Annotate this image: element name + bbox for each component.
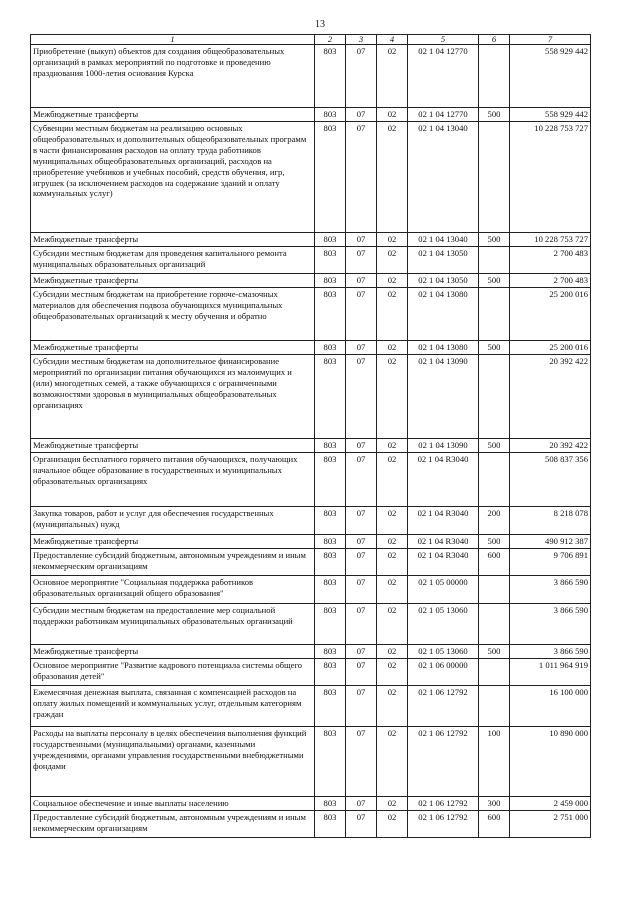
row-target-code: 02 1 04 13080 bbox=[408, 288, 479, 341]
row-ministry-code: 803 bbox=[315, 247, 346, 274]
header-col-2: 2 bbox=[315, 35, 346, 45]
row-subsection: 02 bbox=[377, 811, 408, 838]
row-expense-type: 500 bbox=[479, 439, 510, 453]
table-row bbox=[31, 727, 591, 797]
row-subsection: 02 bbox=[377, 604, 408, 645]
row-ministry-code: 803 bbox=[315, 659, 346, 686]
row-name: Межбюджетные трансферты bbox=[31, 439, 315, 453]
budget-table bbox=[30, 34, 591, 838]
row-expense-type bbox=[479, 453, 510, 507]
row-ministry-code: 803 bbox=[315, 341, 346, 355]
row-section: 07 bbox=[346, 549, 377, 576]
row-subsection: 02 bbox=[377, 453, 408, 507]
row-target-code: 02 1 04 13090 bbox=[408, 355, 479, 439]
row-section: 07 bbox=[346, 576, 377, 604]
table-row bbox=[31, 45, 591, 108]
table-row bbox=[31, 122, 591, 233]
row-amount: 25 200 016 bbox=[510, 341, 591, 355]
row-section: 07 bbox=[346, 233, 377, 247]
row-name: Закупка товаров, работ и услуг для обеспечения государственных (муниципальных) нужд bbox=[31, 507, 315, 535]
row-section: 07 bbox=[346, 659, 377, 686]
row-expense-type: 300 bbox=[479, 797, 510, 811]
row-expense-type: 500 bbox=[479, 274, 510, 288]
row-target-code: 02 1 06 00000 bbox=[408, 659, 479, 686]
row-name: Межбюджетные трансферты bbox=[31, 108, 315, 122]
row-subsection: 02 bbox=[377, 355, 408, 439]
page-number: 13 bbox=[315, 19, 325, 30]
row-amount: 3 866 590 bbox=[510, 576, 591, 604]
row-amount: 8 218 078 bbox=[510, 507, 591, 535]
row-amount: 2 459 000 bbox=[510, 797, 591, 811]
row-expense-type bbox=[479, 659, 510, 686]
row-expense-type: 600 bbox=[479, 811, 510, 838]
row-target-code: 02 1 06 12792 bbox=[408, 797, 479, 811]
row-target-code: 02 1 04 13090 bbox=[408, 439, 479, 453]
row-name: Субсидии местным бюджетам на приобретение горюче-смазочных материалов для обеспечения подвоза обучающихся муниципальных общеобразовательных организаций к месту обучения и обратно bbox=[31, 288, 315, 341]
row-amount: 20 392 422 bbox=[510, 439, 591, 453]
row-section: 07 bbox=[346, 645, 377, 659]
row-subsection: 02 bbox=[377, 549, 408, 576]
row-name: Межбюджетные трансферты bbox=[31, 645, 315, 659]
row-section: 07 bbox=[346, 288, 377, 341]
row-subsection: 02 bbox=[377, 797, 408, 811]
row-expense-type: 500 bbox=[479, 645, 510, 659]
row-expense-type: 500 bbox=[479, 341, 510, 355]
row-ministry-code: 803 bbox=[315, 549, 346, 576]
row-section: 07 bbox=[346, 274, 377, 288]
row-name: Субвенции местным бюджетам на реализацию основных общеобразовательных и дополнительных общеобразовательных программ в части финансирования расходов на оплату труда работников муниципальных общеобразовательных организаций, расходов на приобретение учебников и учебных пособий, средств обучения, игр, игрушек (за исключением расходов на содержание зданий и оплату коммунальных услуг) bbox=[31, 122, 315, 233]
table-row bbox=[31, 659, 591, 686]
row-section: 07 bbox=[346, 108, 377, 122]
row-expense-type: 500 bbox=[479, 535, 510, 549]
row-ministry-code: 803 bbox=[315, 108, 346, 122]
row-target-code: 02 1 04 R3040 bbox=[408, 507, 479, 535]
row-section: 07 bbox=[346, 122, 377, 233]
row-expense-type bbox=[479, 355, 510, 439]
row-ministry-code: 803 bbox=[315, 355, 346, 439]
row-name: Субсидии местным бюджетам для проведения капитального ремонта муниципальных образовательных организаций bbox=[31, 247, 315, 274]
table-row bbox=[31, 274, 591, 288]
table-row bbox=[31, 341, 591, 355]
row-amount: 20 392 422 bbox=[510, 355, 591, 439]
row-subsection: 02 bbox=[377, 686, 408, 727]
table-row bbox=[31, 645, 591, 659]
table-row bbox=[31, 604, 591, 645]
row-ministry-code: 803 bbox=[315, 453, 346, 507]
table-row bbox=[31, 549, 591, 576]
row-subsection: 02 bbox=[377, 288, 408, 341]
row-expense-type: 600 bbox=[479, 549, 510, 576]
header-col-7: 7 bbox=[510, 35, 591, 45]
row-ministry-code: 803 bbox=[315, 797, 346, 811]
row-target-code: 02 1 04 R3040 bbox=[408, 549, 479, 576]
row-subsection: 02 bbox=[377, 727, 408, 797]
row-amount: 10 228 753 727 bbox=[510, 122, 591, 233]
row-section: 07 bbox=[346, 507, 377, 535]
table-row bbox=[31, 811, 591, 838]
row-amount: 3 866 590 bbox=[510, 604, 591, 645]
row-amount: 9 706 891 bbox=[510, 549, 591, 576]
row-target-code: 02 1 05 00000 bbox=[408, 576, 479, 604]
row-ministry-code: 803 bbox=[315, 645, 346, 659]
row-section: 07 bbox=[346, 341, 377, 355]
row-subsection: 02 bbox=[377, 45, 408, 108]
table-row bbox=[31, 233, 591, 247]
table-row bbox=[31, 453, 591, 507]
row-amount: 558 929 442 bbox=[510, 45, 591, 108]
table-row bbox=[31, 355, 591, 439]
row-target-code: 02 1 04 12770 bbox=[408, 45, 479, 108]
row-name: Основное мероприятие "Социальная поддержка работников образовательных организаций общего образования" bbox=[31, 576, 315, 604]
row-subsection: 02 bbox=[377, 535, 408, 549]
row-target-code: 02 1 04 R3040 bbox=[408, 535, 479, 549]
row-expense-type bbox=[479, 604, 510, 645]
row-expense-type bbox=[479, 686, 510, 727]
row-expense-type bbox=[479, 288, 510, 341]
row-target-code: 02 1 06 12792 bbox=[408, 811, 479, 838]
row-expense-type: 200 bbox=[479, 507, 510, 535]
row-amount: 16 100 000 bbox=[510, 686, 591, 727]
row-subsection: 02 bbox=[377, 108, 408, 122]
row-name: Субсидии местным бюджетам на предоставление мер социальной поддержки работникам муниципальных образовательных организаций bbox=[31, 604, 315, 645]
row-expense-type bbox=[479, 45, 510, 108]
row-expense-type: 500 bbox=[479, 108, 510, 122]
table-row bbox=[31, 686, 591, 727]
row-section: 07 bbox=[346, 811, 377, 838]
row-name: Межбюджетные трансферты bbox=[31, 535, 315, 549]
row-subsection: 02 bbox=[377, 439, 408, 453]
row-name: Ежемесячная денежная выплата, связанная с компенсацией расходов на оплату жилых помещений и коммунальных услуг, отдельным категориям граждан bbox=[31, 686, 315, 727]
row-name: Межбюджетные трансферты bbox=[31, 274, 315, 288]
row-ministry-code: 803 bbox=[315, 727, 346, 797]
table-row bbox=[31, 535, 591, 549]
row-name: Предоставление субсидий бюджетным, автономным учреждениям и иным некоммерческим организациям bbox=[31, 811, 315, 838]
row-amount: 2 700 483 bbox=[510, 274, 591, 288]
row-target-code: 02 1 06 12792 bbox=[408, 686, 479, 727]
row-target-code: 02 1 06 12792 bbox=[408, 727, 479, 797]
table-row bbox=[31, 576, 591, 604]
row-expense-type: 500 bbox=[479, 233, 510, 247]
header-col-5: 5 bbox=[408, 35, 479, 45]
row-ministry-code: 803 bbox=[315, 122, 346, 233]
row-target-code: 02 1 04 12770 bbox=[408, 108, 479, 122]
table-row bbox=[31, 247, 591, 274]
row-target-code: 02 1 04 R3040 bbox=[408, 453, 479, 507]
row-amount: 10 890 000 bbox=[510, 727, 591, 797]
row-section: 07 bbox=[346, 727, 377, 797]
row-ministry-code: 803 bbox=[315, 439, 346, 453]
row-amount: 508 837 356 bbox=[510, 453, 591, 507]
row-name: Организация бесплатного горячего питания обучающихся, получающих начальное общее образование в государственных и муниципальных образовательных организациях bbox=[31, 453, 315, 507]
row-subsection: 02 bbox=[377, 233, 408, 247]
header-col-4: 4 bbox=[377, 35, 408, 45]
row-subsection: 02 bbox=[377, 576, 408, 604]
row-subsection: 02 bbox=[377, 247, 408, 274]
row-expense-type bbox=[479, 247, 510, 274]
row-name: Основное мероприятие "Развитие кадрового потенциала системы общего образования детей" bbox=[31, 659, 315, 686]
row-target-code: 02 1 04 13040 bbox=[408, 122, 479, 233]
row-section: 07 bbox=[346, 604, 377, 645]
row-name: Межбюджетные трансферты bbox=[31, 341, 315, 355]
row-section: 07 bbox=[346, 453, 377, 507]
row-name: Предоставление субсидий бюджетным, автономным учреждениям и иным некоммерческим организациям bbox=[31, 549, 315, 576]
row-section: 07 bbox=[346, 797, 377, 811]
header-col-1: 1 bbox=[31, 35, 315, 45]
row-name: Межбюджетные трансферты bbox=[31, 233, 315, 247]
row-section: 07 bbox=[346, 686, 377, 727]
row-amount: 1 011 964 919 bbox=[510, 659, 591, 686]
row-target-code: 02 1 04 13040 bbox=[408, 233, 479, 247]
row-section: 07 bbox=[346, 247, 377, 274]
table-row bbox=[31, 108, 591, 122]
header-row bbox=[31, 35, 591, 45]
row-subsection: 02 bbox=[377, 122, 408, 233]
row-subsection: 02 bbox=[377, 507, 408, 535]
table-row bbox=[31, 507, 591, 535]
row-target-code: 02 1 05 13060 bbox=[408, 645, 479, 659]
row-amount: 2 751 000 bbox=[510, 811, 591, 838]
header-col-6: 6 bbox=[479, 35, 510, 45]
row-subsection: 02 bbox=[377, 659, 408, 686]
row-section: 07 bbox=[346, 45, 377, 108]
row-target-code: 02 1 05 13060 bbox=[408, 604, 479, 645]
row-ministry-code: 803 bbox=[315, 45, 346, 108]
row-ministry-code: 803 bbox=[315, 288, 346, 341]
row-amount: 25 200 016 bbox=[510, 288, 591, 341]
table-row bbox=[31, 797, 591, 811]
row-name: Приобретение (выкуп) объектов для создания общеобразовательных организаций в рамках мероприятий по подготовке и проведению празднования 1000-летия основания Курска bbox=[31, 45, 315, 108]
row-section: 07 bbox=[346, 355, 377, 439]
row-section: 07 bbox=[346, 535, 377, 549]
row-section: 07 bbox=[346, 439, 377, 453]
row-ministry-code: 803 bbox=[315, 535, 346, 549]
row-amount: 558 929 442 bbox=[510, 108, 591, 122]
row-ministry-code: 803 bbox=[315, 233, 346, 247]
row-name: Расходы на выплаты персоналу в целях обеспечения выполнения функций государственными (муниципальными) органами, казенными учреждениями, органами управления государственными внебюджетными фондами bbox=[31, 727, 315, 797]
row-subsection: 02 bbox=[377, 274, 408, 288]
row-subsection: 02 bbox=[377, 341, 408, 355]
row-ministry-code: 803 bbox=[315, 576, 346, 604]
header-col-3: 3 bbox=[346, 35, 377, 45]
row-ministry-code: 803 bbox=[315, 686, 346, 727]
row-name: Субсидии местным бюджетам на дополнительное финансирование мероприятий по организации питания обучающихся из малоимущих и (или) многодетных семей, а также обучающихся с ограниченными возможностями здоровья в муниципальных общеобразовательных организациях bbox=[31, 355, 315, 439]
row-ministry-code: 803 bbox=[315, 604, 346, 645]
row-expense-type bbox=[479, 122, 510, 233]
row-amount: 490 912 387 bbox=[510, 535, 591, 549]
table-row bbox=[31, 439, 591, 453]
row-ministry-code: 803 bbox=[315, 507, 346, 535]
row-target-code: 02 1 04 13050 bbox=[408, 247, 479, 274]
row-target-code: 02 1 04 13050 bbox=[408, 274, 479, 288]
row-amount: 10 228 753 727 bbox=[510, 233, 591, 247]
row-ministry-code: 803 bbox=[315, 811, 346, 838]
row-ministry-code: 803 bbox=[315, 274, 346, 288]
row-expense-type bbox=[479, 576, 510, 604]
row-name: Социальное обеспечение и иные выплаты населению bbox=[31, 797, 315, 811]
row-amount: 3 866 590 bbox=[510, 645, 591, 659]
row-expense-type: 100 bbox=[479, 727, 510, 797]
row-target-code: 02 1 04 13080 bbox=[408, 341, 479, 355]
table-row bbox=[31, 288, 591, 341]
row-subsection: 02 bbox=[377, 645, 408, 659]
row-amount: 2 700 483 bbox=[510, 247, 591, 274]
